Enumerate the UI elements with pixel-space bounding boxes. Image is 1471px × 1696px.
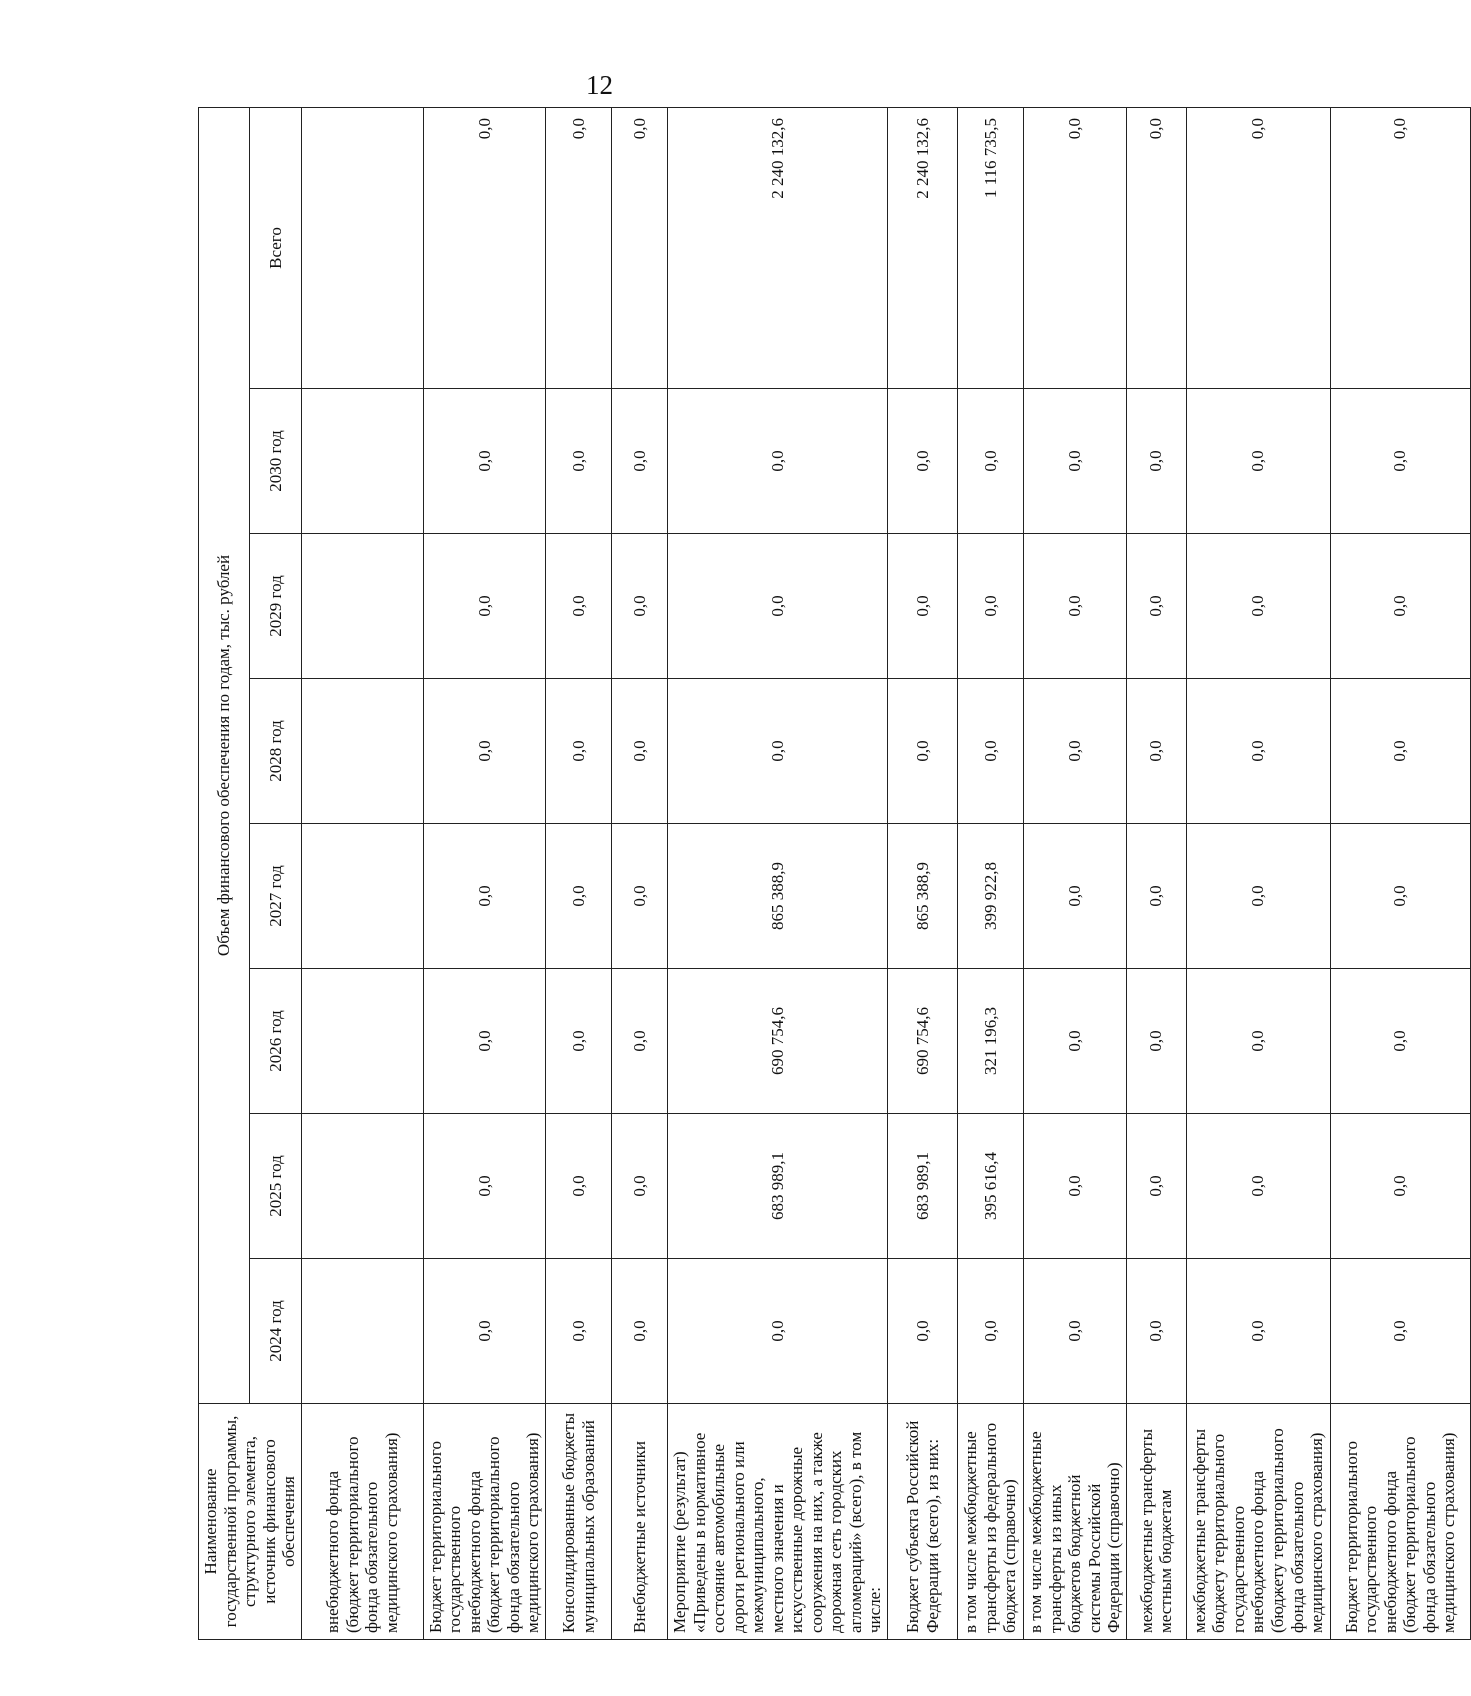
header-group-cell: Объем финансового обеспечения по годам, тыс. рублей [199, 107, 250, 1403]
table-row [1126, 107, 1186, 1639]
value-cell: 2 240 132,6 [668, 107, 888, 388]
table-row [423, 107, 545, 1639]
value-cell: 0,0 [958, 679, 1024, 824]
row-name-cell: межбюджетные трансферты местным бюджетам [1126, 1404, 1186, 1640]
value-cell [301, 389, 423, 534]
value-cell: 0,0 [1024, 969, 1127, 1114]
value-cell: 0,0 [1186, 534, 1330, 679]
value-cell: 0,0 [1126, 107, 1186, 388]
table-row [1186, 107, 1330, 1639]
row-name-cell: в том числе межбюджетные трансферты из федерального бюджета (справочно) [958, 1404, 1024, 1640]
value-cell: 0,0 [668, 679, 888, 824]
header-name-cell: Наименование государственной программы, структурного элемента, источник финансового обеспечения [199, 1404, 302, 1640]
value-cell: 0,0 [958, 534, 1024, 679]
value-cell: 865 388,9 [888, 824, 958, 969]
page-number: 12 [586, 70, 613, 100]
value-cell: 690 754,6 [668, 969, 888, 1114]
value-cell: 0,0 [1126, 389, 1186, 534]
value-cell: 0,0 [546, 389, 612, 534]
value-cell: 0,0 [1330, 679, 1470, 824]
value-cell: 683 989,1 [668, 1114, 888, 1259]
value-cell: 0,0 [668, 1259, 888, 1404]
row-name-cell: Мероприятие (результат) «Приведены в нормативное состояние автомобильные дороги регионального или межмуниципального, местного значения и искусственные дорожные сооружения на них, а также дорожная сеть городских агломераций» (всего), в том числе: [668, 1404, 888, 1640]
value-cell: 0,0 [1330, 1114, 1470, 1259]
table-row [1024, 107, 1127, 1639]
row-name-cell: межбюджетные трансферты бюджету территориального государственного внебюджетного фонда (бюджету территориального фонда обязательного медицинского страхования) [1186, 1404, 1330, 1640]
value-cell: 0,0 [888, 389, 958, 534]
value-cell: 0,0 [546, 1114, 612, 1259]
row-name-cell: Бюджет территориального государственного внебюджетного фонда (бюджет территориального фонда обязательного медицинского страхования) [1330, 1404, 1470, 1640]
table-row [958, 107, 1024, 1639]
value-cell: 399 922,8 [958, 824, 1024, 969]
value-cell: 0,0 [1024, 107, 1127, 388]
value-cell: 0,0 [423, 1114, 545, 1259]
value-cell: 0,0 [423, 679, 545, 824]
value-cell: 0,0 [423, 389, 545, 534]
value-cell: 0,0 [1186, 1114, 1330, 1259]
value-cell: 0,0 [1186, 1259, 1330, 1404]
row-name-cell: Бюджет субъекта Российской Федерации (всего), из них: [888, 1404, 958, 1640]
value-cell [301, 969, 423, 1114]
value-cell: 0,0 [1024, 389, 1127, 534]
value-cell: 0,0 [423, 107, 545, 388]
value-cell [301, 824, 423, 969]
financing-table [198, 107, 1471, 1640]
value-cell: 0,0 [1186, 107, 1330, 388]
value-cell: 683 989,1 [888, 1114, 958, 1259]
value-cell: 0,0 [546, 824, 612, 969]
row-name-cell: Внебюджетные источники [612, 1404, 668, 1640]
value-cell: 690 754,6 [888, 969, 958, 1114]
value-cell: 0,0 [546, 969, 612, 1114]
value-cell: 0,0 [1330, 389, 1470, 534]
value-cell: 0,0 [888, 534, 958, 679]
value-cell: 0,0 [612, 389, 668, 534]
table-row [546, 107, 612, 1639]
table-body [301, 107, 1470, 1639]
value-cell: 0,0 [1186, 969, 1330, 1114]
value-cell: 395 616,4 [958, 1114, 1024, 1259]
value-cell: 0,0 [958, 1259, 1024, 1404]
value-cell: 1 116 735,5 [958, 107, 1024, 388]
row-name-cell: внебюджетного фонда (бюджет территориального фонда обязательного медицинского страхования) [301, 1404, 423, 1640]
value-cell: 0,0 [423, 534, 545, 679]
value-cell: 2 240 132,6 [888, 107, 958, 388]
value-cell: 0,0 [546, 1259, 612, 1404]
header-year-4: 2028 год [250, 679, 301, 824]
value-cell: 0,0 [612, 1114, 668, 1259]
value-cell: 0,0 [612, 824, 668, 969]
value-cell: 0,0 [423, 824, 545, 969]
value-cell: 0,0 [1330, 824, 1470, 969]
value-cell: 0,0 [958, 389, 1024, 534]
value-cell [301, 107, 423, 388]
table-row [612, 107, 668, 1639]
header-year-7: Всего [250, 107, 301, 388]
value-cell [301, 534, 423, 679]
value-cell [301, 1259, 423, 1404]
value-cell: 0,0 [1330, 107, 1470, 388]
row-name-cell: в том числе межбюджетные трансферты из иных бюджетов бюджетной системы Российской Федерации (справочно) [1024, 1404, 1127, 1640]
header-year-6: 2030 год [250, 389, 301, 534]
value-cell: 0,0 [888, 679, 958, 824]
value-cell: 0,0 [1186, 679, 1330, 824]
value-cell [301, 679, 423, 824]
table-row [301, 107, 423, 1639]
table-row [1330, 107, 1470, 1639]
value-cell: 0,0 [423, 969, 545, 1114]
row-name-cell: Бюджет территориального государственного внебюджетного фонда (бюджет территориального фонда обязательного медицинского страхования) [423, 1404, 545, 1640]
header-year-3: 2027 год [250, 824, 301, 969]
value-cell: 0,0 [546, 679, 612, 824]
value-cell: 0,0 [612, 1259, 668, 1404]
value-cell: 865 388,9 [668, 824, 888, 969]
value-cell: 0,0 [1186, 824, 1330, 969]
value-cell: 0,0 [1126, 969, 1186, 1114]
value-cell: 0,0 [668, 389, 888, 534]
value-cell: 0,0 [1024, 1114, 1127, 1259]
value-cell: 0,0 [1024, 1259, 1127, 1404]
header-year-1: 2025 год [250, 1114, 301, 1259]
value-cell: 0,0 [1330, 969, 1470, 1114]
value-cell: 0,0 [888, 1259, 958, 1404]
value-cell: 0,0 [1024, 534, 1127, 679]
table-row [888, 107, 958, 1639]
value-cell: 0,0 [1330, 1259, 1470, 1404]
table-row [668, 107, 888, 1639]
value-cell: 0,0 [1186, 389, 1330, 534]
value-cell [301, 1114, 423, 1259]
value-cell: 0,0 [612, 679, 668, 824]
value-cell: 0,0 [1126, 1114, 1186, 1259]
header-year-5: 2029 год [250, 534, 301, 679]
value-cell: 0,0 [612, 107, 668, 388]
value-cell: 321 196,3 [958, 969, 1024, 1114]
row-name-cell: Консолидированные бюджеты муниципальных образований [546, 1404, 612, 1640]
value-cell: 0,0 [1126, 824, 1186, 969]
header-year-2: 2026 год [250, 969, 301, 1114]
value-cell: 0,0 [1126, 534, 1186, 679]
value-cell: 0,0 [1024, 824, 1127, 969]
value-cell: 0,0 [612, 534, 668, 679]
value-cell: 0,0 [423, 1259, 545, 1404]
value-cell: 0,0 [668, 534, 888, 679]
value-cell: 0,0 [1330, 534, 1470, 679]
value-cell: 0,0 [612, 969, 668, 1114]
value-cell: 0,0 [546, 107, 612, 388]
header-year-0: 2024 год [250, 1259, 301, 1404]
value-cell: 0,0 [1126, 1259, 1186, 1404]
value-cell: 0,0 [546, 534, 612, 679]
value-cell: 0,0 [1126, 679, 1186, 824]
rotated-table-container [198, 108, 1459, 1640]
value-cell: 0,0 [1024, 679, 1127, 824]
